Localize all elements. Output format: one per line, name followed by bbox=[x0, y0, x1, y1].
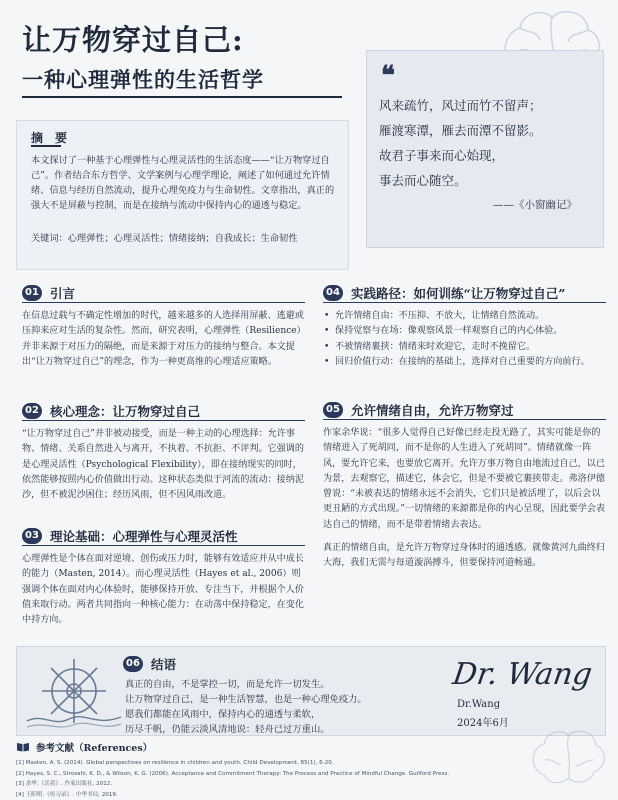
section-title: 允许情绪自由，允许万物穿过 bbox=[351, 402, 514, 418]
section-emotion-freedom bbox=[323, 400, 606, 572]
quote-line: 故君子事来而心始现， bbox=[379, 148, 505, 163]
section-text: 作家余华说：“很多人觉得自己好像已经走投无路了，其实可能是你的情绪进入了死胡同，而不是你的人生进入了死胡同”。情绪就像一阵风，要允许它来，也要放它离开。允许万事万物自由地流过自己，以已为景，去观察它，描述它，体会它，但是不要被它裹挟带走。弗洛伊德曾说：“未被表达的情绪永远不会消失，它们只是被活埋了，以后会以更丑陋的方式出现。”一切情绪的来源都是你的内心呈现，因此要学会表达自己的情绪，而不是带着情绪去表达。 bbox=[323, 428, 606, 530]
section-title: 理论基础：心理弹性与心理灵活性 bbox=[50, 528, 238, 544]
section-title: 引言 bbox=[50, 285, 76, 301]
author-name: Dr.Wang bbox=[457, 699, 501, 710]
section-theory bbox=[22, 526, 305, 628]
section-number: 01 bbox=[22, 285, 42, 301]
section-text: “让万物穿过自己”并非被动接受，而是一种主动的心理选择：允许事物、情绪、关系自然进入与离开，不执着、不抗拒、不评判。它强调的是心理灵活性（Psychological Flexibility），即在接纳现实的同时，依然能够按照内心价值做出行动。这种状态类似于河流的流动：接纳泥沙，但不被泥沙困住；经历风雨，但不因风雨改道。 bbox=[22, 429, 304, 501]
list-item: • 不被情绪裹挟：情绪来时欢迎它，走时不挽留它。 bbox=[323, 340, 606, 355]
ship-wheel-icon bbox=[23, 651, 125, 733]
references-heading: 参考文献（References） bbox=[36, 743, 153, 754]
quote-box bbox=[366, 50, 604, 248]
conclusion-line: 让万物穿过自己，是一种生活智慧，也是一种心理免疫力。 bbox=[125, 694, 367, 705]
signature: Dr. Wang bbox=[450, 657, 595, 692]
section-number: 02 bbox=[22, 403, 42, 419]
subtitle: 一种心理弹性的生活哲学 bbox=[22, 67, 264, 92]
brain-watermark-icon bbox=[522, 718, 612, 798]
conclusion-line: 真正的自由，不是掌控一切，而是允许一切发生。 bbox=[125, 679, 330, 690]
reference-item: [1] Masten, A. S. (2014). Global perspectives on resilience in children and youth. Child Development, 85(1), 6-20. bbox=[16, 760, 334, 766]
quote-line: 雁渡寒潭，雁去而潭不留影。 bbox=[379, 123, 542, 138]
section-text-2: 真正的情绪自由，是允许万物穿过身体时的通透感。就像黄河九曲终归大海，我们无需与每道漩涡搏斗，但要保持河道畅通。 bbox=[323, 543, 605, 569]
title-divider bbox=[22, 96, 342, 98]
reference-item: [3] 余华.《活着》. 作家出版社, 2012. bbox=[16, 781, 113, 787]
section-text: 心理弹性是个体在面对逆境、创伤或压力时，能够有效适应并从中成长的能力（Masten, 2014）。而心理灵活性（Hayes et al., 2006）则强调个体在面对内心体验时，能够保持开放、专注当下，并根据个人价值来取行动。两者共同指向一种核心能力：在动荡中保持稳定，在变化中持方向。 bbox=[22, 554, 304, 626]
section-core-concept bbox=[22, 401, 305, 503]
list-item: • 回归价值行动：在接纳的基础上，选择对自己重要的方向前行。 bbox=[323, 355, 606, 370]
section-introduction bbox=[22, 283, 305, 370]
practice-list bbox=[323, 309, 606, 370]
quote-line: 事去而心随空。 bbox=[379, 173, 467, 188]
quote-source: ——《小窗幽记》 bbox=[493, 199, 577, 211]
conclusion-line: 愿我们都能在风雨中，保持内心的通透与柔软， bbox=[125, 709, 321, 720]
section-text: 在信息过载与不确定性增加的时代，越来越多的人选择用屏蔽、逃避或压抑来应对生活的复杂性。然而，研究表明，心理弹性（Resilience）并非来源于对压力的隔绝，而是来源于对压力的接纳与整合。本文提出“让万物穿过自己”的理念，作为一种更高维的心理适应策略。 bbox=[22, 311, 304, 367]
abstract-heading: 摘 要 bbox=[31, 131, 68, 145]
section-number: 06 bbox=[123, 656, 143, 672]
quote-text bbox=[379, 93, 542, 193]
reference-item: [4] 王阳明.《传习录》. 中华书局, 2019. bbox=[16, 791, 118, 798]
conclusion-text bbox=[125, 677, 405, 737]
section-number: 04 bbox=[323, 285, 343, 301]
section-title: 结语 bbox=[151, 657, 177, 672]
list-item: • 允许情绪自由：不压抑、不放大，让情绪自然流动。 bbox=[323, 309, 606, 324]
author-date: 2024年6月 bbox=[457, 718, 509, 729]
list-item: • 保持觉察与在场：像观察风景一样观察自己的内心体验。 bbox=[323, 324, 606, 339]
abstract-text: 本文探讨了一种基于心理弹性与心理灵活性的生活态度——“让万物穿过自己”。作者结合东方哲学、文学案例与心理学理论，阐述了如何通过允许情绪、信息与经历自然流动，提升心理免疫力与生命韧性。文章指出，真正的强大不是屏蔽与控制，而是在接纳与流动中保持内心的通透与稳定。 bbox=[31, 155, 335, 211]
book-icon bbox=[16, 742, 30, 752]
section-practice bbox=[323, 283, 606, 370]
section-title: 实践路径：如何训练“让万物穿过自己” bbox=[351, 285, 566, 301]
section-number: 05 bbox=[323, 402, 343, 418]
conclusion-box bbox=[16, 646, 606, 736]
keywords: 关键词：心理弹性；心理灵活性；情绪接纳；自我成长；生命韧性 bbox=[31, 233, 298, 244]
references bbox=[16, 740, 486, 800]
section-number: 03 bbox=[22, 528, 42, 544]
quote-mark-icon: ❝ bbox=[381, 61, 395, 91]
abstract-box bbox=[16, 120, 349, 270]
section-title: 核心理念：让万物穿过自己 bbox=[50, 403, 201, 419]
reference-item: [2] Hayes, S. C., Strosahl, K. D., & Wilson, K. G. (2006). Acceptance and Commitment Therapy: The Process and Practice of Mindful Change. Guilford Press. bbox=[16, 770, 450, 777]
quote-line: 风来疏竹，风过而竹不留声； bbox=[379, 98, 542, 113]
conclusion-line: 历尽千帆，仍能云淡风清地说：轻舟已过万重山。 bbox=[125, 724, 330, 735]
main-title: 让万物穿过自己: bbox=[22, 23, 244, 57]
